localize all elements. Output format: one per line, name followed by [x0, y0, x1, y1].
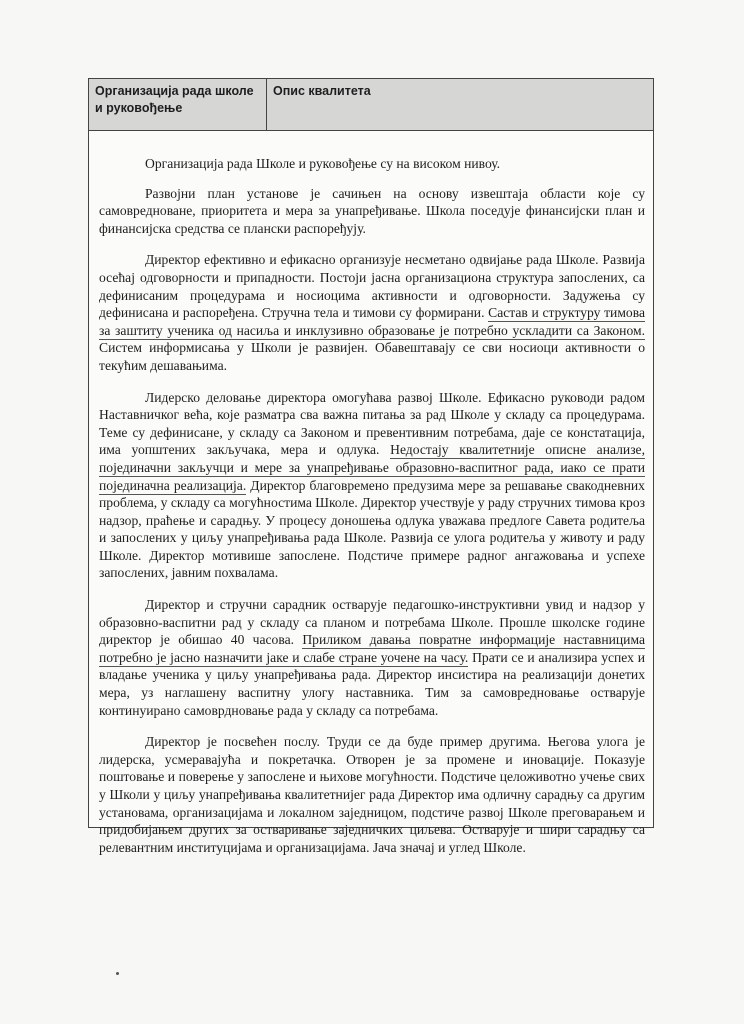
- paragraph-text: Прати се и анализира успех и владање ученика у циљу унапређивања рада. Директор инсистира на реализацији донетих мера, уз наглашену васпитну улогу наставника. Тим за самовредновање остварује континуирано самоврдновање рада у складу са потребама.: [99, 649, 645, 718]
- underlined-remark: Приликом давања повратне информације наставницима потребно је јасно назначити јаке и слабе стране уочене на часу.: [99, 632, 645, 665]
- paragraph-leadership: [99, 389, 645, 583]
- table-header-row: [89, 79, 653, 131]
- paragraph-text: Директор и стручни сарадник остварује педагошко-инструктивни увид и надзор у образовно-васпитни рад у складу са планом и потребама Школе. Прошле школске године директор је обишао 40 часова.: [99, 597, 645, 648]
- header-cell-organization: Организација рада школе и руковођење: [89, 79, 267, 130]
- underlined-remark: Састав и структуру тимова за заштиту ученика од насиља и инклузивно образовање је потребно ускладити са Законом.: [99, 305, 645, 338]
- paragraph-organization: [99, 251, 645, 374]
- paragraph-summary: Организација рада Школе и руковођење су на високом нивоу.: [145, 156, 501, 171]
- table-body: [89, 131, 653, 856]
- paragraph-text: Директор благовремено предузима мере за решавање свакодневних проблема, у складу са могућностима Школе. Директор учествује у раду стручних тимова кроз надзор, праћење и сарадњу. У процесу доношења одлука уважава предлоге Савета родитеља и запослених у циљу унапређивања рада Школе. Развија се улога родитеља у животу и раду Школе. Директор мотивише запослене. Подстиче примере радног ангажовања и успехе запослених, јавним похвалама.: [99, 477, 645, 581]
- header-cell-quality-description: Опис квалитета: [273, 84, 371, 98]
- paragraph-director-commitment: Директор је посвећен послу. Труди се да буде пример другима. Његова улога је лидерска, усмеравајућа и покретачка. Отворен је за промене и иновације. Показује поштовање и поверење у запослене и њихове могућности. Подстиче целоживотно учење свих у Школи у циљу унапређивања квалитетнијег рада Директор има одличну сарадњу са другим установама, организацијама и локалном заједницом, подстиче развој Школе преговарањем и придобијањем других за остваривање заједничких циљева. Остварује и шири сарадњу са релевантним институцијама и организацијама. Јача значај и углед Школе.: [99, 734, 645, 855]
- paragraph-text: Лидерско деловање директора омогућава развој Школе. Ефикасно руководи радом Наставничког већа, које разматра сва важна питања за рад Школе у складу са процедурама. Теме су дефинисане, у складу са Законом и превентивним потребама, даје се констатација, има уопштених закључака, мера и одлука.: [99, 389, 645, 458]
- paragraph-development-plan: Развојни план установе је сачињен на основу извештаја области које су самовредноване, приоритета и мера за унапређивање. Школа поседује финансијски план и финансијска средства се плански распоређују.: [99, 185, 645, 236]
- paragraph-text: Директор ефективно и ефикасно организује несметано одвијање рада Школе. Развија осећај одговорности и припадности. Постоји јасна организациона структура запослених, са дефинисаним процедурама и носиоцима активности и одговорности. Задужења су дефинисана и распоређена. Стручна тела и тимови су формирани.: [99, 252, 645, 321]
- underlined-remark: Недостају квалитетније описне анализе, појединачни закључци и мере за унапређивање образовно-васпитног рада, иако се прати појединачна реализација.: [99, 442, 645, 493]
- quality-table: [88, 78, 654, 855]
- scan-speck: [116, 972, 119, 975]
- paragraph-supervision: [99, 596, 645, 719]
- paragraph-text: Систем информисања у Школи је развијен. Обавештавају се сви носиоци активности о текућим дешавањима.: [99, 340, 645, 373]
